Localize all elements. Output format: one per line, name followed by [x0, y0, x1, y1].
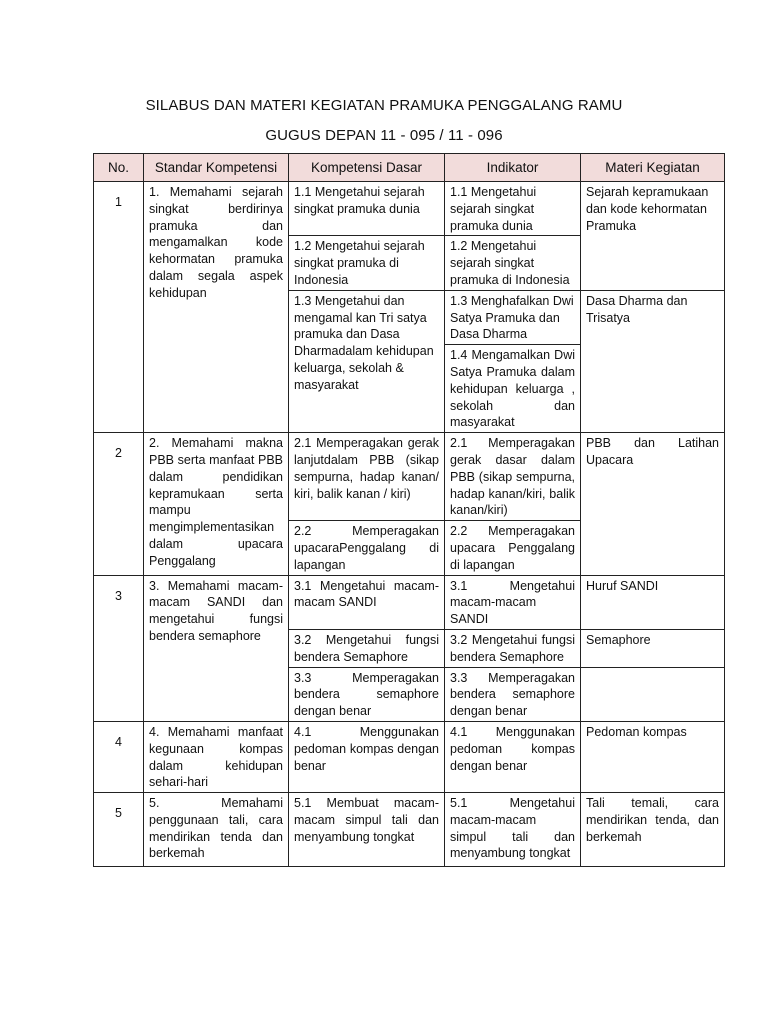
standar-kompetensi-cell: 4. Memahami manfaat kegunaan kompas dalam kehidupan sehari-hari — [144, 721, 289, 792]
standar-kompetensi-cell: 2. Memahami makna PBB serta manfaat PBB dalam pendidikan kepramukaan serta mampu mengimplementasikan dalam upacara Penggalang — [144, 433, 289, 575]
indikator-cell: 3.1 Mengetahui macam-macam SANDI — [445, 575, 581, 629]
indikator-cell: 5.1 Mengetahui macam-macam simpul tali dan menyambung tongkat — [445, 793, 581, 867]
kompetensi-dasar-cell: 1.2 Mengetahui sejarah singkat pramuka di Indonesia — [289, 236, 445, 290]
materi-cell: Semaphore — [581, 629, 725, 667]
materi-cell-empty — [581, 667, 725, 721]
materi-cell: Pedoman kompas — [581, 721, 725, 792]
kompetensi-dasar-cell: 3.3 Memperagakan bendera semaphore dengan benar — [289, 667, 445, 721]
materi-cell: Tali temali, cara mendirikan tenda, dan berkemah — [581, 793, 725, 867]
row-number: 3 — [94, 575, 144, 721]
kompetensi-dasar-cell: 1.1 Mengetahui sejarah singkat pramuka dunia — [289, 182, 445, 236]
row-number: 5 — [94, 793, 144, 867]
materi-cell: Huruf SANDI — [581, 575, 725, 629]
table-row — [94, 182, 725, 236]
indikator-cell: 1.2 Mengetahui sejarah singkat pramuka di Indonesia — [445, 236, 581, 290]
document-title: SILABUS DAN MATERI KEGIATAN PRAMUKA PENGGALANG RAMU — [145, 97, 623, 114]
indikator-cell: 3.2 Mengetahui fungsi bendera Semaphore — [445, 629, 581, 667]
indikator-cell: 4.1 Menggunakan pedoman kompas dengan benar — [445, 721, 581, 792]
table-row — [94, 721, 725, 792]
header-standar-kompetensi: Standar Kompetensi — [144, 154, 289, 182]
indikator-cell: 1.3 Menghafalkan Dwi Satya Pramuka dan Dasa Dharma — [445, 290, 581, 344]
kompetensi-dasar-cell: 3.1 Mengetahui macam-macam SANDI — [289, 575, 445, 629]
header-indikator: Indikator — [445, 154, 581, 182]
kompetensi-dasar-cell: 4.1 Menggunakan pedoman kompas dengan benar — [289, 721, 445, 792]
document-subtitle: GUGUS DEPAN 11 - 095 / 11 - 096 — [265, 127, 503, 144]
indikator-cell: 2.1 Memperagakan gerak dasar dalam PBB (sikap sempurna, hadap kanan/kiri, balik kanan/kiri) — [445, 433, 581, 521]
standar-kompetensi-cell: 5. Memahami penggunaan tali, cara mendirikan tenda dan berkemah — [144, 793, 289, 867]
header-kompetensi-dasar: Kompetensi Dasar — [289, 154, 445, 182]
indikator-cell: 1.1 Mengetahui sejarah singkat pramuka dunia — [445, 182, 581, 236]
row-number: 2 — [94, 433, 144, 575]
table-row — [94, 575, 725, 629]
kompetensi-dasar-cell: 2.2 Memperagakan upacaraPenggalang di lapangan — [289, 521, 445, 575]
kompetensi-dasar-cell: 1.3 Mengetahui dan mengamal kan Tri satya pramuka dan Dasa Dharmadalam kehidupan keluarga, sekolah & masyarakat — [289, 290, 445, 432]
indikator-cell: 2.2 Memperagakan upacara Penggalang di lapangan — [445, 521, 581, 575]
materi-cell: Dasa Dharma dan Trisatya — [581, 290, 725, 432]
kompetensi-dasar-cell: 5.1 Membuat macam-macam simpul tali dan menyambung tongkat — [289, 793, 445, 867]
indikator-cell: 1.4 Mengamalkan Dwi Satya Pramuka dalam kehidupan keluarga , sekolah dan masyarakat — [445, 345, 581, 433]
table-row — [94, 433, 725, 521]
table-row — [94, 793, 725, 867]
syllabus-table — [93, 153, 725, 867]
standar-kompetensi-cell: 1. Memahami sejarah singkat berdirinya pramuka dan mengamalkan kode kehormatan pramuka dalam segala aspek kehidupan — [144, 182, 289, 433]
row-number: 4 — [94, 721, 144, 792]
header-no: No. — [94, 154, 144, 182]
materi-cell: Sejarah kepramukaan dan kode kehormatan Pramuka — [581, 182, 725, 291]
kompetensi-dasar-cell: 3.2 Mengetahui fungsi bendera Semaphore — [289, 629, 445, 667]
kompetensi-dasar-cell: 2.1 Memperagakan gerak lanjutdalam PBB (sikap sempurna, hadap kanan/ kiri, balik kanan / kiri) — [289, 433, 445, 521]
indikator-cell: 3.3 Memperagakan bendera semaphore dengan benar — [445, 667, 581, 721]
row-number: 1 — [94, 182, 144, 433]
standar-kompetensi-cell: 3. Memahami macam-macam SANDI dan mengetahui fungsi bendera semaphore — [144, 575, 289, 721]
materi-cell: PBB dan Latihan Upacara — [581, 433, 725, 575]
header-row — [94, 154, 725, 182]
header-materi-kegiatan: Materi Kegiatan — [581, 154, 725, 182]
